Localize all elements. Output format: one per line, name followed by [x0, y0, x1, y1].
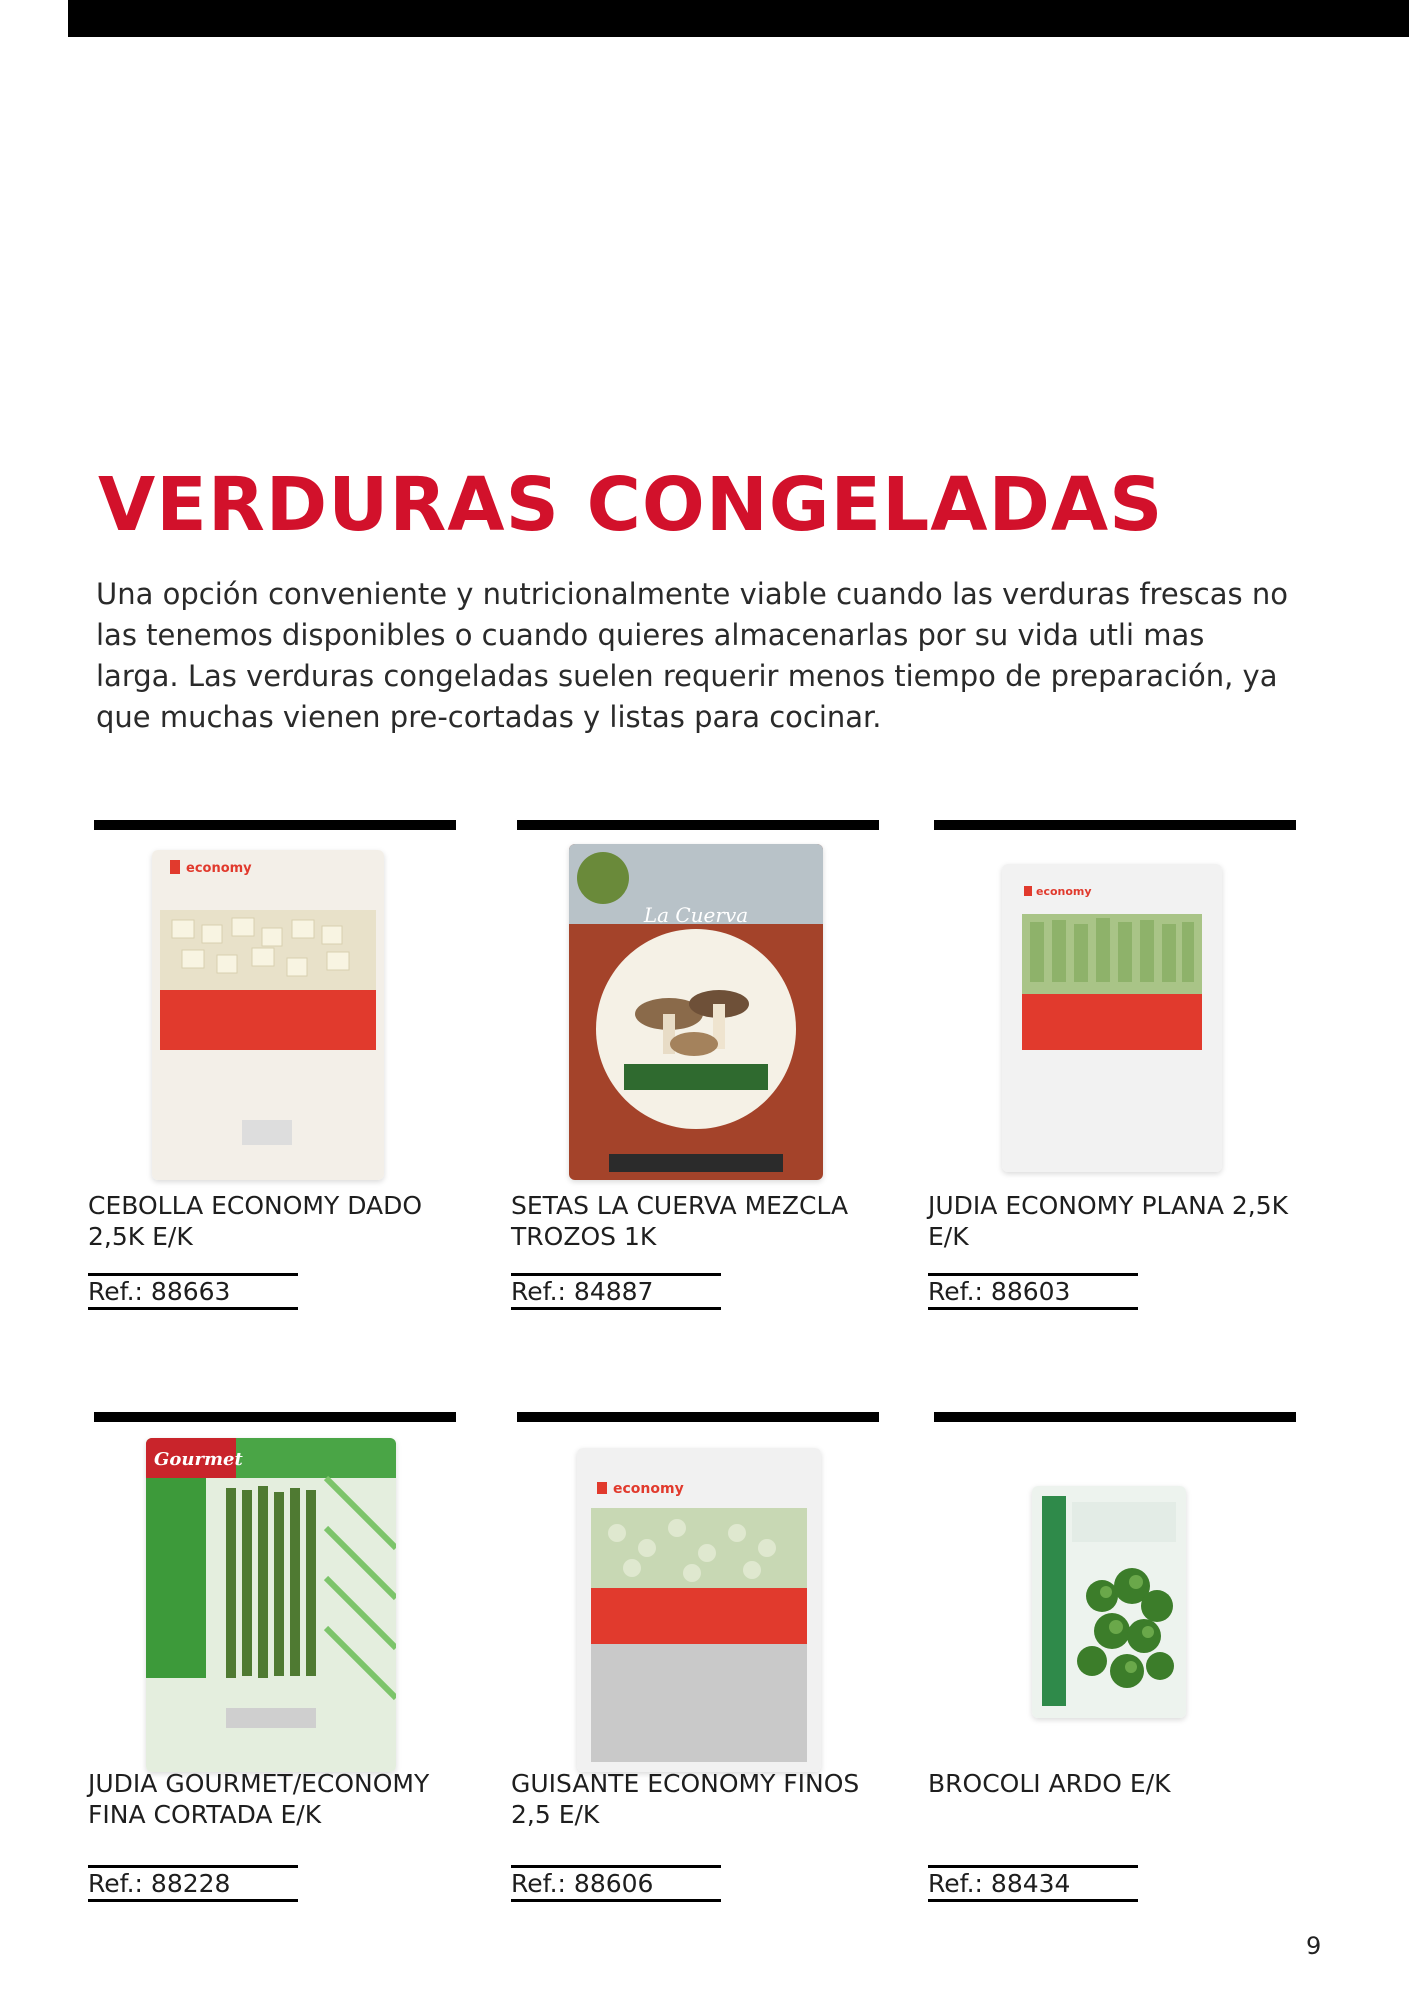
product-image-green-bean-bag: [146, 1438, 396, 1772]
product-ref: Ref.: 88434: [928, 1865, 1138, 1902]
svg-text:economy: economy: [1036, 885, 1092, 898]
product-image-flat-bean-bag: [1002, 864, 1222, 1172]
product-divider: [517, 1412, 879, 1422]
product-name: JUDIA ECONOMY PLANA 2,5K E/K: [928, 1191, 1289, 1251]
product-image-frozen-onion-bag: [152, 850, 384, 1180]
top-bar: [68, 0, 1409, 37]
product-name: BROCOLI ARDO E/K: [928, 1769, 1171, 1798]
bag-icon: [1002, 864, 1222, 1172]
product-card[interactable]: [88, 1412, 468, 1912]
product-card[interactable]: [511, 1412, 891, 1912]
svg-text:economy: economy: [186, 861, 252, 876]
product-ref: Ref.: 88603: [928, 1273, 1138, 1310]
page-number: 9: [1306, 1932, 1322, 1960]
product-ref: Ref.: 88663: [88, 1273, 298, 1310]
product-ref: Ref.: 84887: [511, 1273, 721, 1310]
svg-text:La Cuerva: La Cuerva: [643, 903, 749, 927]
product-ref: Ref.: 88228: [88, 1865, 298, 1902]
product-divider: [934, 1412, 1296, 1422]
product-divider: [517, 820, 879, 830]
product-image-broccoli-bag: [1032, 1486, 1186, 1718]
page-title: VERDURAS CONGELADAS: [98, 462, 1164, 548]
product-name: JUDIA GOURMET/ECONOMY FINA CORTADA E/K: [88, 1769, 430, 1829]
product-image-pea-bag: [577, 1448, 821, 1772]
product-divider: [934, 820, 1296, 830]
product-name: SETAS LA CUERVA MEZCLA TROZOS 1K: [511, 1191, 849, 1251]
product-divider: [94, 820, 456, 830]
svg-text:Gourmet: Gourmet: [154, 1449, 243, 1470]
product-image-mushroom-mix-box: [569, 844, 823, 1180]
product-divider: [94, 1412, 456, 1422]
svg-text:economy: economy: [613, 1481, 684, 1497]
product-card[interactable]: [88, 820, 468, 1320]
broccoli-bag-icon: [1032, 1486, 1186, 1718]
product-card[interactable]: [928, 1412, 1308, 1912]
bag-icon: [577, 1448, 821, 1772]
product-name: GUISANTE ECONOMY FINOS 2,5 E/K: [511, 1769, 860, 1829]
mushroom-box-icon: [569, 844, 823, 1180]
intro-paragraph: Una opción conveniente y nutricionalmente viable cuando las verduras frescas no las tenemos disponibles o cuando quieres almacenarlas por su vida utli mas larga. Las verduras congeladas suelen requerir menos tiempo de preparación, ya que muchas vienen pre-cortadas y listas para cocinar.: [96, 577, 1288, 734]
bag-icon: [152, 850, 384, 1180]
bag-icon: [146, 1438, 396, 1772]
product-name: CEBOLLA ECONOMY DADO 2,5K E/K: [88, 1191, 423, 1251]
product-ref: Ref.: 88606: [511, 1865, 721, 1902]
product-card[interactable]: [928, 820, 1308, 1320]
product-card[interactable]: [511, 820, 891, 1320]
